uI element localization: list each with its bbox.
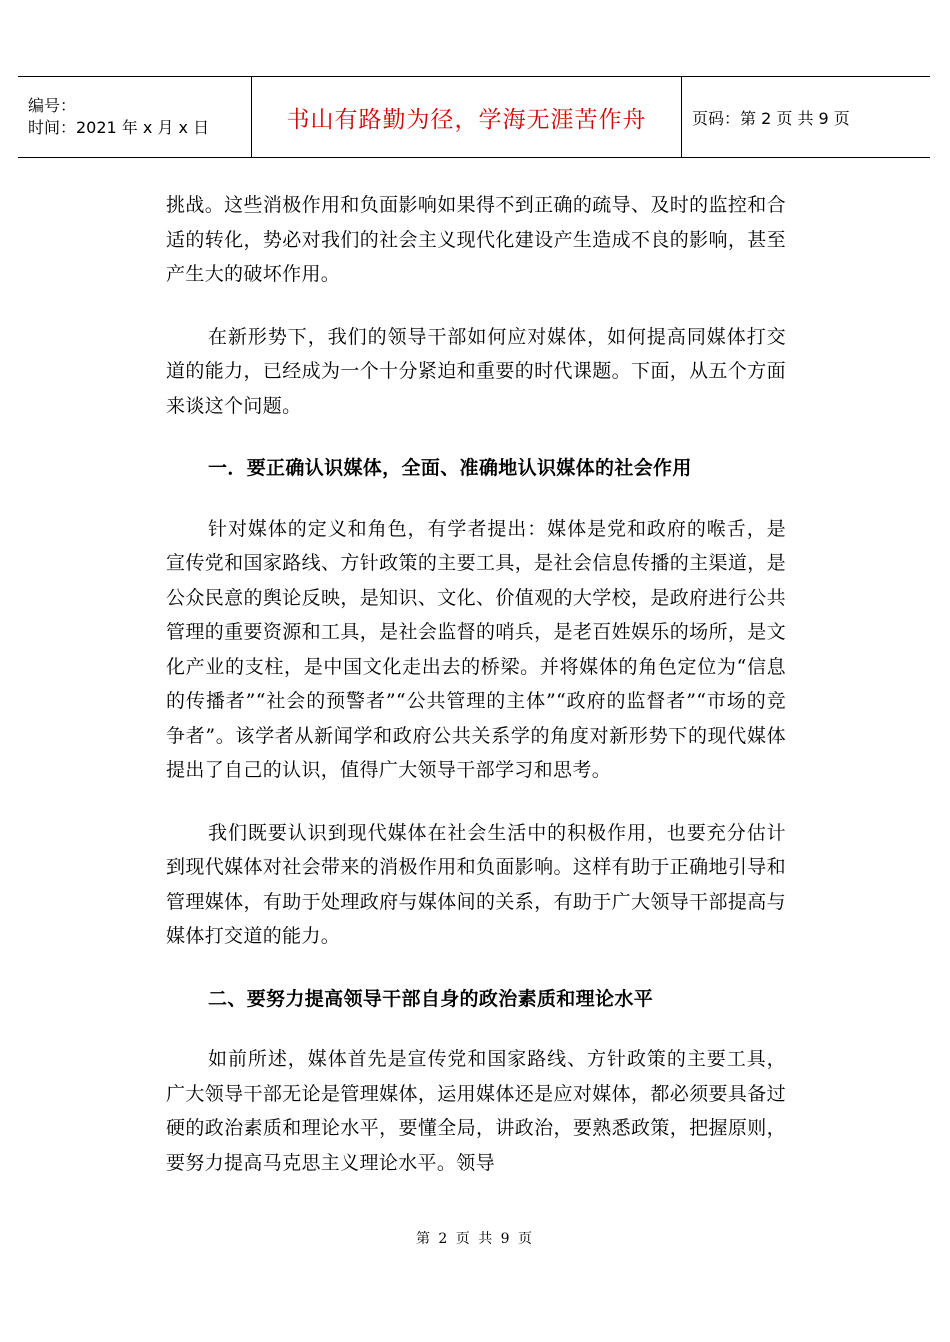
paragraph: 挑战。这些消极作用和负面影响如果得不到正确的疏导、及时的监控和合适的转化，势必对我们的社会主义现代化建设产生造成不良的影响，甚至产生大的破坏作用。 <box>166 194 786 285</box>
paragraph: 我们既要认识到现代媒体在社会生活中的积极作用，也要充分估计到现代媒体对社会带来的消极作用和负面影响。这样有助于正确地引导和管理媒体，有助于处理政府与媒体间的关系，有助于广大领导干部提高与媒体打交道的能力。 <box>166 821 786 947</box>
document-body <box>166 188 786 1208</box>
page-footer <box>0 1228 950 1248</box>
paragraph: 在新形势下，我们的领导干部如何应对媒体，如何提高同媒体打交道的能力，已经成为一个十分紧迫和重要的时代课题。下面，从五个方面来谈这个问题。 <box>166 325 786 417</box>
page-header <box>18 76 930 158</box>
paragraph: 针对媒体的定义和角色，有学者提出：媒体是党和政府的喉舌，是宣传党和国家路线、方针政策的主要工具，是社会信息传播的主渠道，是公众民意的舆论反映，是知识、文化、价值观的大学校，是政府进行公共管理的重要资源和工具，是社会监督的哨兵，是老百姓娱乐的场所，是文化产业的支柱，是中国文化走出去的桥梁。并将媒体的角色定位为“信息的传播者”“社会的预警者”“公共管理的主体”“政府的监督者”“市场的竞争者”。该学者从新闻学和政府公共关系学的角度对新形势下的现代媒体提出了自己的认识，值得广大领导干部学习和思考。 <box>166 517 786 781</box>
document-time-label: 时间：2021 年 x 月 x 日 <box>28 118 210 137</box>
header-page-number: 页码：第 2 页 共 9 页 <box>692 108 850 128</box>
header-motto: 书山有路勤为径，学海无涯苦作舟 <box>286 106 647 133</box>
footer-page-number: 第 2 页 共 9 页 <box>415 1231 535 1247</box>
header-page-cell <box>682 77 930 157</box>
paragraph: 如前所述，媒体首先是宣传党和国家路线、方针政策的主要工具，广大领导干部无论是管理媒体，运用媒体还是应对媒体，都必须要具备过硬的政治素质和理论水平，要懂全局，讲政治，要熟悉政策，把握原则，要努力提高马克思主义理论水平。领导 <box>166 1048 786 1174</box>
document-number-label: 编号： <box>28 96 77 115</box>
section-heading: 二、要努力提高领导干部自身的政治素质和理论水平 <box>208 987 654 1010</box>
header-meta <box>18 77 251 157</box>
section-heading: 一．要正确认识媒体，全面、准确地认识媒体的社会作用 <box>208 457 692 479</box>
header-motto-cell <box>251 77 682 157</box>
